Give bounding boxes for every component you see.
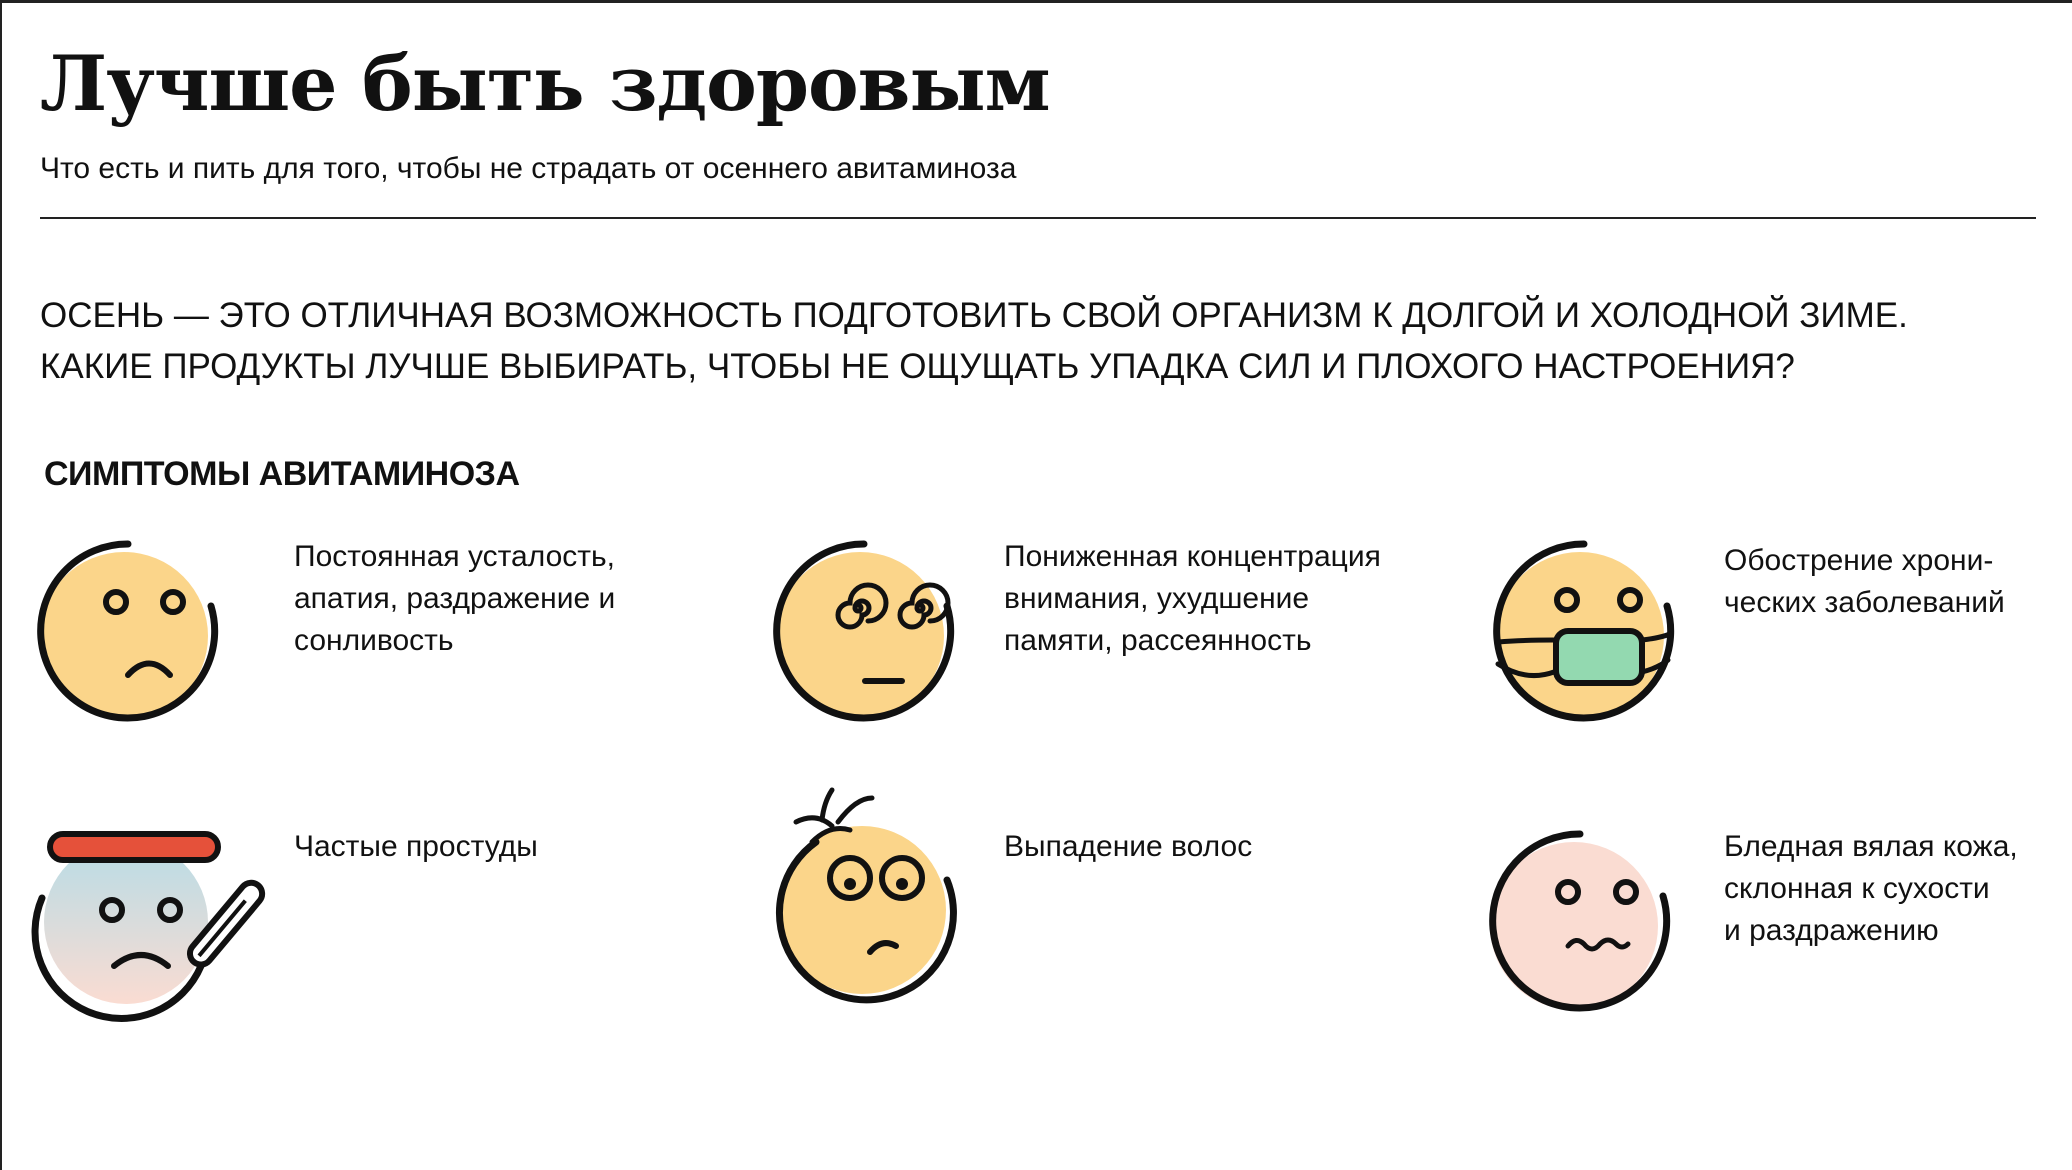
symptoms-heading: СИМПТОМЫ АВИТАМИНОЗА	[44, 455, 520, 493]
symptom-text-hair-loss: Выпадение волос	[1004, 830, 1253, 863]
intro-line-1: ОСЕНЬ — ЭТО ОТЛИЧНАЯ ВОЗМОЖНОСТЬ ПОДГОТОВИТЬ СВОЙ ОРГАНИЗМ К ДОЛГОЙ И ХОЛОДНОЙ ЗИМЕ.	[40, 296, 1908, 335]
hair-loss-face-icon	[772, 780, 972, 1000]
pale-face-icon	[1488, 826, 1678, 1016]
sad-face-icon	[36, 536, 226, 726]
symptom-text-fatigue: Постоянная усталость, апатия, раздражение и сонливость	[294, 540, 616, 657]
intro-line-2: КАКИЕ ПРОДУКТЫ ЛУЧШЕ ВЫБИРАТЬ, ЧТОБЫ НЕ ОЩУЩАТЬ УПАДКА СИЛ И ПЛОХОГО НАСТРОЕНИЯ?	[40, 347, 1795, 386]
dizzy-face-icon	[772, 536, 962, 726]
top-border	[0, 0, 2072, 3]
sick-thermometer-face-icon	[36, 826, 256, 1016]
header-divider	[40, 217, 2036, 219]
symptom-text-colds: Частые простуды	[294, 830, 538, 863]
intro-text	[40, 290, 1908, 392]
page-title: Лучше быть здоровым	[40, 39, 1050, 128]
masked-face-icon	[1492, 536, 1682, 726]
left-border	[0, 0, 2, 1170]
symptom-text-concentration: Пониженная концентрация внимания, ухудшение памяти, рассеянность	[1004, 540, 1381, 657]
page-subtitle: Что есть и пить для того, чтобы не страдать от осеннего авитаминоза	[40, 152, 1017, 185]
symptom-text-chronic: Обострение хрони- ческих заболеваний	[1724, 544, 2005, 619]
symptom-text-pale-skin: Бледная вялая кожа, склонная к сухости и раздражению	[1724, 830, 2018, 947]
